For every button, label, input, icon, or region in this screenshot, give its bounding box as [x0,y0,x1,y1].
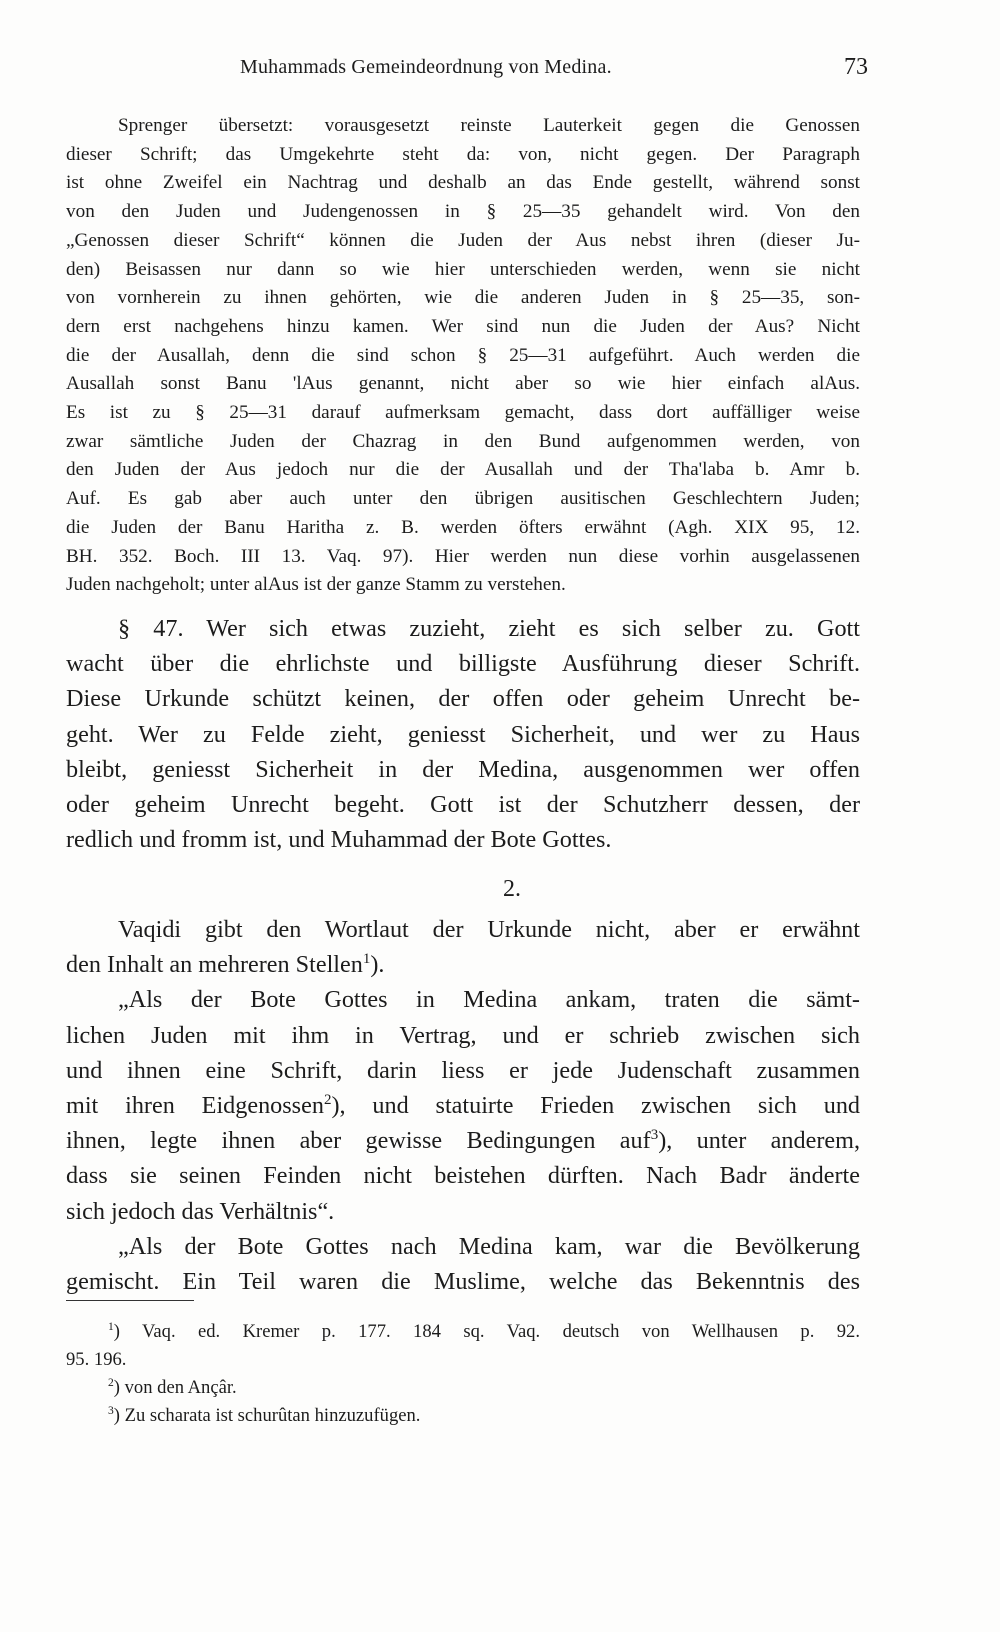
text-line: Sprenger übersetzt: vorausgesetzt reinste Lauterkeit gegen die Genossen [118,115,860,136]
line-text: ), unter anderem, [658,1127,860,1155]
text-line [66,1123,860,1158]
text-line: dern erst nachgehens hinzu kamen. Wer sind nun die Juden der Aus? Nicht [66,315,860,337]
text-line: den Juden der Aus jedoch nur die der Ausallah und der Tha'laba b. Amr b. [66,459,860,481]
text-line: Vaqidi gibt den Wortlaut der Urkunde nicht, aber er erwähnt [118,916,860,943]
footnote-text: von den Ançâr. [124,1377,237,1398]
text-line: „Als der Bote Gottes in Medina ankam, traten die sämt- [118,986,860,1014]
line-text: mit ihren Eidgenossen [66,1092,324,1120]
footnote-ref: 3 [650,1127,659,1144]
footnote-1-continued: 95. 196. [66,1349,127,1370]
text-line: Es ist zu § 25—31 darauf aufmerksam gemacht, dass dort auffälliger weise [66,402,860,424]
footnote-mark: 1 [108,1320,114,1333]
line-text: ), und statuirte Frieden zwischen sich und [331,1092,861,1120]
section-47-paragraph [66,611,860,857]
text-line: Juden nachgeholt; unter alAus ist der ganze Stamm zu verstehen. [66,574,566,596]
commentary-paragraph [66,112,860,600]
footnotes [66,1318,860,1430]
running-title: Muhammads Gemeindeordnung von Medina. [240,56,612,78]
footnote-1: $^1$) Vaq. ed. Kremer p. 177. 184 sq. Vaq. deutsch von Wellhausen p. 92. [108,1320,860,1342]
line-text: ). [370,951,385,979]
text-line: den) Beisassen nur dann so wie hier unterschieden werden, wenn sie nicht [66,258,860,280]
text-line: von den Juden und Judengenossen in § 25—35 gehandelt wird. Von den [66,201,860,223]
text-line: wacht über die ehrlichste und billigste Ausführung dieser Schrift. [66,650,860,678]
text-line: oder geheim Unrecht begeht. Gott ist der Schutzherr dessen, der [66,791,860,819]
text-line: BH. 352. Boch. III 13. Vaq. 97). Hier werden nun diese vorhin ausgelassenen [66,545,860,567]
line-text: ihnen, legte ihnen aber gewisse Bedingungen auf [66,1127,651,1155]
text-line: Ausallah sonst Banu 'lAus genannt, nicht aber so wie hier einfach alAus. [66,373,860,395]
footnote-text: Zu scharata ist schurûtan hinzuzufügen. [124,1405,421,1426]
text-line: von vornherein zu ihnen gehörten, wie die anderen Juden in § 25—35, son- [66,287,860,309]
text-line: bleibt, geniesst Sicherheit in der Medina, ausgenommen wer offen [66,755,860,783]
text-line: und ihnen eine Schrift, darin liess er jede Judenschaft zusammen [66,1056,860,1084]
text-line: lichen Juden mit ihm in Vertrag, und er schrieb zwischen sich [66,1021,860,1049]
footnote-text: Vaq. ed. Kremer p. 177. 184 sq. Vaq. deutsch von Wellhausen p. 92. [142,1321,860,1342]
section-2-paragraphs [66,912,860,1299]
text-line [66,1088,860,1123]
text-line: die Juden der Banu Haritha z. B. werden öfters erwähnt (Agh. XIX 95, 12. [66,516,860,538]
text-line: „Genossen dieser Schrift“ können die Juden der Aus nebst ihren (dieser Ju- [66,229,860,251]
text-line [66,947,860,982]
text-line: Auf. Es gab aber auch unter den übrigen ausitischen Geschlechtern Juden; [66,488,860,510]
line-text: den Inhalt an mehreren Stellen [66,951,363,979]
text-line: dieser Schrift; das Umgekehrte steht da: von, nicht gegen. Der Paragraph [66,143,860,165]
text-line: dass sie seinen Feinden nicht beistehen dürften. Nach Badr änderte [66,1162,860,1190]
footnote-2: $^2$) von den Ançâr. [108,1376,237,1398]
text-line: redlich und fromm ist, und Muhammad der Bote Gottes. [66,826,612,854]
text-line: „Als der Bote Gottes nach Medina kam, war die Bevölkerung [118,1232,860,1260]
footnote-mark: 3 [108,1404,114,1417]
page-number: 73 [844,54,868,80]
footnote-ref: 2 [323,1091,332,1108]
footnote-mark: 2 [108,1376,114,1389]
footnote-3: $^3$) Zu scharata ist schurûtan hinzuzufügen. [108,1404,421,1426]
text-line: zwar sämtliche Juden der Chazrag in den Bund aufgenommen werden, von [66,430,860,452]
text-line: § 47. Wer sich etwas zuzieht, zieht es sich selber zu. Gott [118,615,860,642]
footnote-separator [66,1300,194,1301]
section-heading: 2. [503,876,521,902]
text-line: geht. Wer zu Felde zieht, geniesst Sicherheit, und wer zu Haus [66,720,860,748]
text-line: Diese Urkunde schützt keinen, der offen oder geheim Unrecht be- [66,685,860,713]
text-line: sich jedoch das Verhältnis“. [66,1197,335,1225]
text-line: die der Ausallah, denn die sind schon § 25—31 aufgeführt. Auch werden die [66,344,860,366]
text-line: ist ohne Zweifel ein Nachtrag und deshalb an das Ende gestellt, während sonst [66,172,860,194]
footnote-ref: 1 [362,951,371,968]
text-line: gemischt. Ein Teil waren die Muslime, welche das Bekenntnis des [66,1268,860,1296]
